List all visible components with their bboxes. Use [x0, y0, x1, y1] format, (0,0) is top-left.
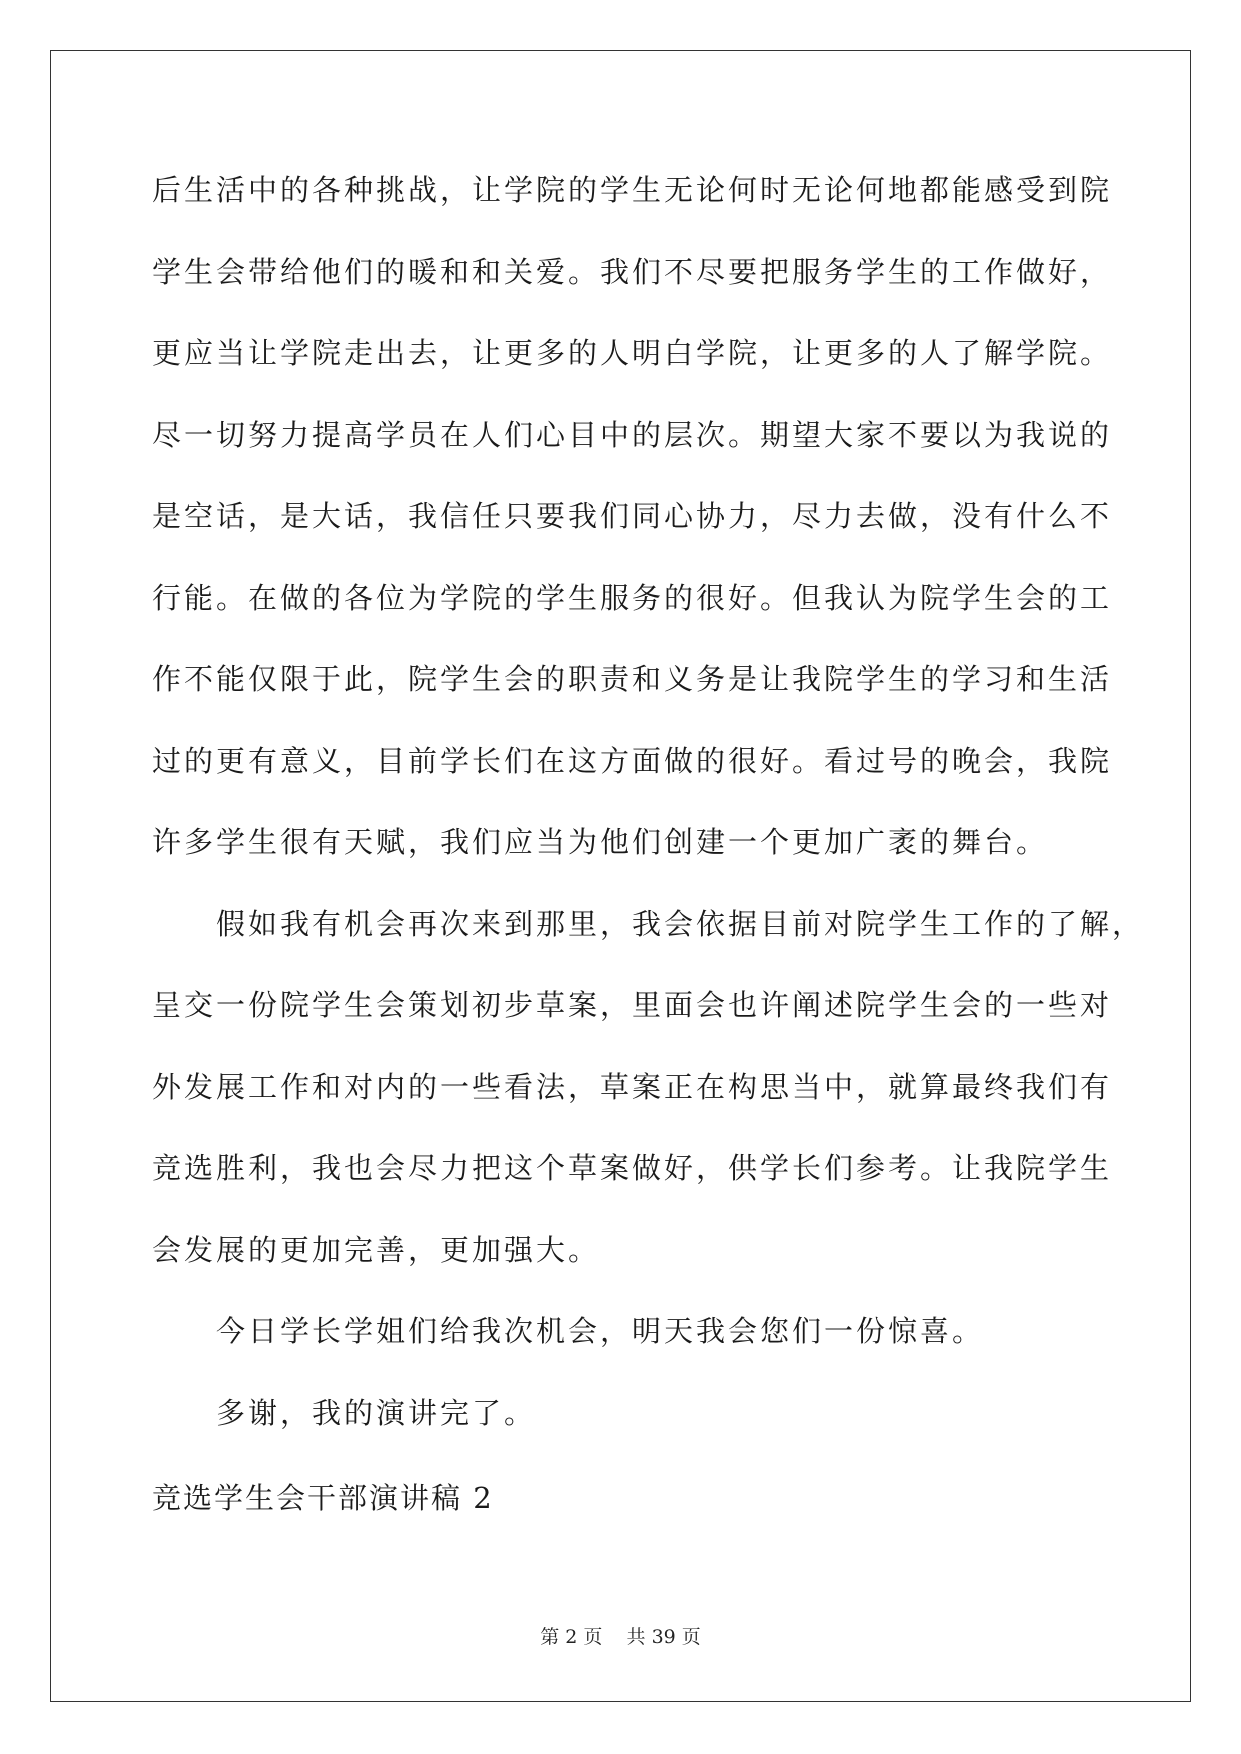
text-line: 行能。在做的各位为学院的学生服务的很好。但我认为院学生会的工	[152, 580, 1113, 615]
text-line: 竞选胜利，我也会尽力把这个草案做好，供学长们参考。让我院学生	[152, 1151, 1113, 1185]
text-line: 是空话，是大话，我信任只要我们同心协力，尽力去做，没有什么不	[152, 499, 1113, 533]
text-line: 后生活中的各种挑战，让学院的学生无论何时无论何地都能感受到院	[152, 173, 1113, 207]
text-line: 过的更有意义，目前学长们在这方面做的很好。看过号的晚会，我院	[152, 743, 1113, 778]
text-line: 呈交一份院学生会策划初步草案，里面会也许阐述院学生会的一些对	[152, 988, 1113, 1022]
text-line: 许多学生很有天赋，我们应当为他们创建一个更加广袤的舞台。	[152, 825, 1049, 859]
text-line: 学生会带给他们的暖和和关爱。我们不尽要把服务学生的工作做好，	[152, 254, 1113, 289]
text-line: 作不能仅限于此，院学生会的职责和义务是让我院学生的学习和生活	[152, 662, 1113, 696]
text-line: 外发展工作和对内的一些看法，草案正在构思当中，就算最终我们有	[152, 1069, 1113, 1104]
text-line: 尽一切努力提高学员在人们心目中的层次。期望大家不要以为我说的	[152, 417, 1113, 452]
page-number-footer: 第 2 页 共 39 页	[540, 1626, 701, 1648]
text-line: 今日学长学姐们给我次机会，明天我会您们一份惊喜。	[216, 1314, 985, 1348]
text-line: 会发展的更加完善，更加强大。	[152, 1232, 601, 1267]
section-heading: 竞选学生会干部演讲稿 2	[152, 1481, 494, 1515]
text-line: 假如我有机会再次来到那里，我会依据目前对院学生工作的了解，	[216, 906, 1145, 941]
text-line: 更应当让学院走出去，让更多的人明白学院，让更多的人了解学院。	[152, 336, 1113, 370]
text-line: 多谢，我的演讲完了。	[216, 1395, 537, 1430]
document-body	[152, 160, 1145, 1464]
